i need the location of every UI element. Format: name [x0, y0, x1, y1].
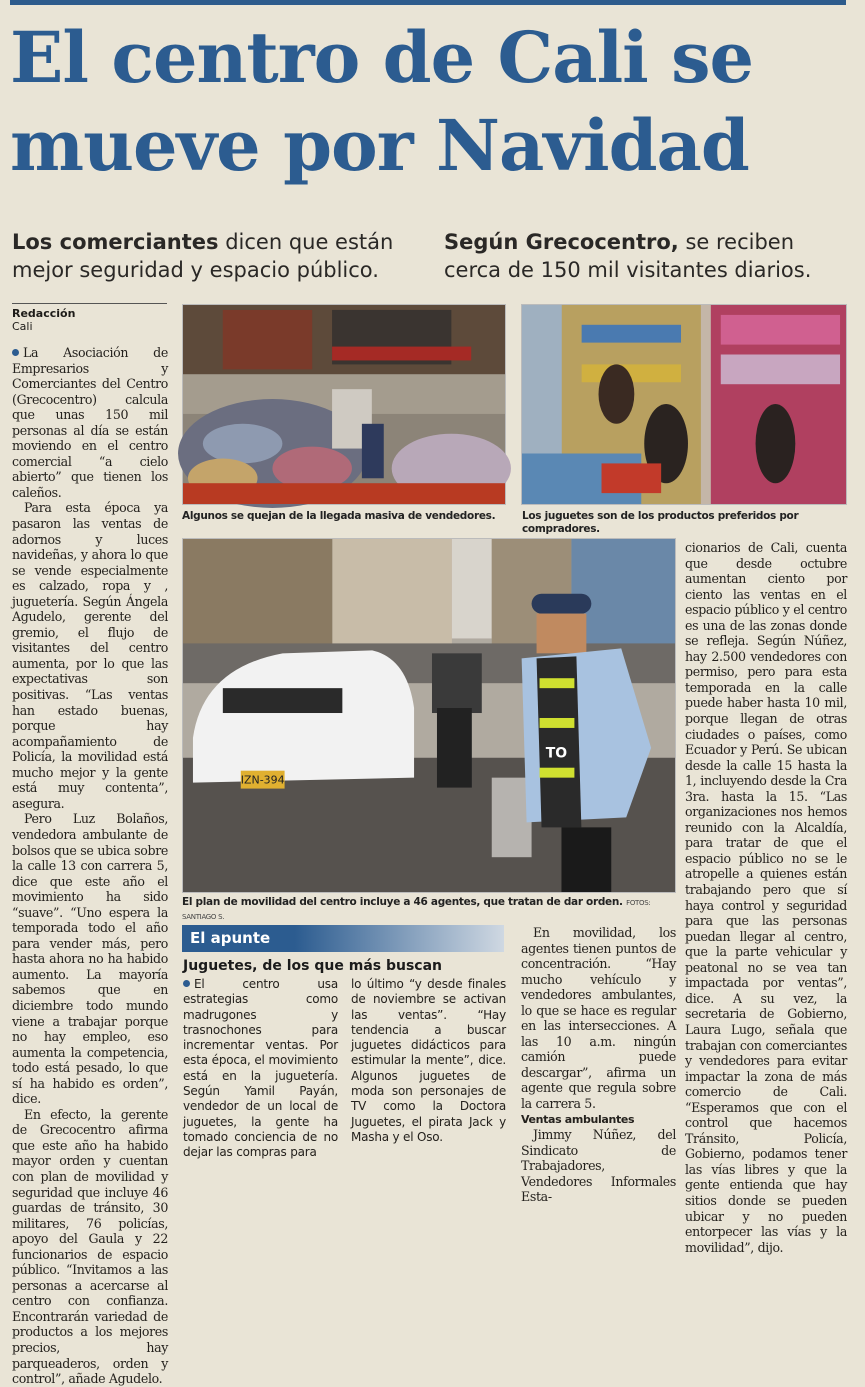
apunte-text-a: El centro usa estrategias como madrugones y trasnochones para incrementar ventas. Por esta época, el movimiento está en la juguetería. Según Yamil Payán, vendedor de un local de juguetes, la gente ha tomado conciencia de no dejar las compras para: [183, 977, 338, 1160]
bullet-icon: [183, 980, 190, 987]
paragraph-right: cionarios de Cali, cuenta que desde octubre aumentan ciento por ciento las ventas en el espacio público y el centro es una de las zonas donde se refleja. Según Núñez, hay 2.500 vendedores con permiso, pero para esta temporada en la calle puede haber hasta 10 mil, porque llegan de otras ciudades o países, como Ecuador y Perú. Se ubican desde la calle 15 hasta la 1, incluyendo desde la Cra 3ra. hasta la 15. “Las organizaciones nos hemos reunido con la Alcaldía, para tratar de que el espacio público no se le atropelle a quienes están trabajando pero que sí haya control y seguridad para que las personas puedan llegar al centro, que la parte vehicular y peatonal no se vea tan impactada por ventas”, dice. A su vez, la secretaria de Gobierno, Laura Lugo, señala que trabajan con comerciantes y vendedores para evitar impactar la zona de más comercio de Cali. “Esperamos que con el control que hacemos Tránsito, Policía, Gobierno, podamos tener las vías libres y que la gente entienda que hay sitios donde se pueden ubicar y no pueden entorpecer las vías y la movilidad”, dijo.: [685, 540, 847, 1255]
article-column-right: [685, 540, 847, 1255]
top-rule: [10, 0, 846, 5]
byline-name: Redacción: [12, 307, 76, 320]
photo-credit: FOTOS: SANTIAGO S.: [182, 899, 651, 921]
byline-place: Cali: [12, 320, 33, 333]
article-column-middle: [521, 925, 676, 1205]
byline-rule: [12, 303, 167, 304]
deck-right: [444, 228, 849, 284]
bullet-icon: [12, 349, 19, 356]
photo3-caption-text: El plan de movilidad del centro incluye a 46 agentes, que tratan de dar orden.: [182, 896, 623, 908]
apunte-label: El apunte: [190, 929, 271, 947]
paragraph-2: Para esta época ya pasaron las ventas de adornos y luces navideñas, y ahora lo que se vende especialmente es calzado, ropa y , juguetería. Según Ángela Agudelo, gerente del gremio, el flujo de visitantes del centro aumenta, por lo que las expectativas son positivas. “Las ventas han estado buenas, porque hay acompañamiento de Policía, la movilidad está mucho mejor y la gente está muy contenta”, asegura.: [12, 500, 168, 811]
photo3-caption: [182, 896, 676, 924]
license-plate: IZN-394: [240, 773, 285, 787]
apunte-column-b: [351, 977, 506, 1145]
apunte-banner: [182, 925, 504, 952]
photo2-caption: Los juguetes son de los productos preferidos por compradores.: [522, 510, 799, 535]
apunte-title: Juguetes, de los que más buscan: [183, 958, 443, 974]
paragraph-4: En efecto, la gerente de Grecocentro afirma que este año ha habido mayor orden y cuentan con plan de movilidad y seguridad que incluye 46 guardas de tránsito, 30 militares, 76 policías, apoyo del Gaula y 22 funcionarios de espacio público. “Invitamos a las personas a acercarse al centro con confianza. Encontrarán variedad de productos a los mejores precios, hay parqueaderos, orden y control”, añade Agudelo.: [12, 1106, 168, 1387]
toy-store-image: [522, 305, 846, 504]
photo-traffic-agent: [182, 538, 676, 893]
paragraph-middle-2: Jimmy Núñez, del Sindicato de Trabajadores, Vendedores Informales Esta-: [521, 1127, 676, 1205]
paragraph-3: Pero Luz Bolaños, vendedora ambulante de bolsos que se ubica sobre la calle 13 con carrera 5, dice que este año el movimiento ha sido “suave”. “Uno espera la temporada todo el año para vender más, pero hasta ahora no ha habido aumento. La mayoría sabemos que en diciembre todo mundo viene a trabajar porque no hay empleo, eso aumenta la competencia, todo está pesado, lo que sí ha habido es orden”, dice.: [12, 811, 168, 1107]
paragraph-1: [12, 345, 168, 500]
photo-toy-store: [521, 304, 847, 505]
photo1-caption: Algunos se quejan de la llegada masiva de vendedores.: [182, 510, 496, 522]
deck-right-rest: se reciben cerca de 150 mil visitantes diarios.: [444, 230, 812, 282]
street-vendors-image: [183, 305, 505, 504]
section-subhead: Ventas ambulantes: [521, 1112, 635, 1126]
deck-left-lead: Los comerciantes: [12, 230, 219, 254]
apunte-column-a: [183, 977, 338, 1161]
deck-left-rest: dicen que están mejor seguridad y espacio público.: [12, 230, 394, 282]
traffic-agent-image: [183, 539, 675, 892]
deck-left: [12, 228, 422, 284]
apunte-text-b: lo último “y desde finales de noviembre se activan las ventas”. “Hay tendencia a buscar juguetes didácticos para estimular la mente”, dice. Algunos juguetes de moda son personajes de TV como la Doctora Juguetes, el pirata Jack y Masha y el Oso.: [351, 977, 506, 1144]
headline: El centro de Cali se mueve por Navidad: [10, 16, 754, 187]
byline: [12, 303, 167, 333]
article-column-1: [12, 345, 168, 1387]
photo-street-vendors: [182, 304, 506, 505]
paragraph-middle-1: En movilidad, los agentes tienen puntos de concentración. “Hay mucho vehículo y vendedores ambulantes, lo que se hace es regular en las intersecciones. A las 10 a.m. ningún camión puede descargar”, afirma un agente que regula sobre la carrera 5.: [521, 925, 676, 1112]
deck-right-lead: Según Grecocentro,: [444, 230, 679, 254]
vest-text: TO: [545, 745, 568, 762]
paragraph-1-text: La Asociación de Empresarios y Comerciantes del Centro (Grecocentro) calcula que unas 150 mil personas al día se están moviendo en el centro comercial “a cielo abierto” que tienen los caleños.: [12, 345, 168, 500]
